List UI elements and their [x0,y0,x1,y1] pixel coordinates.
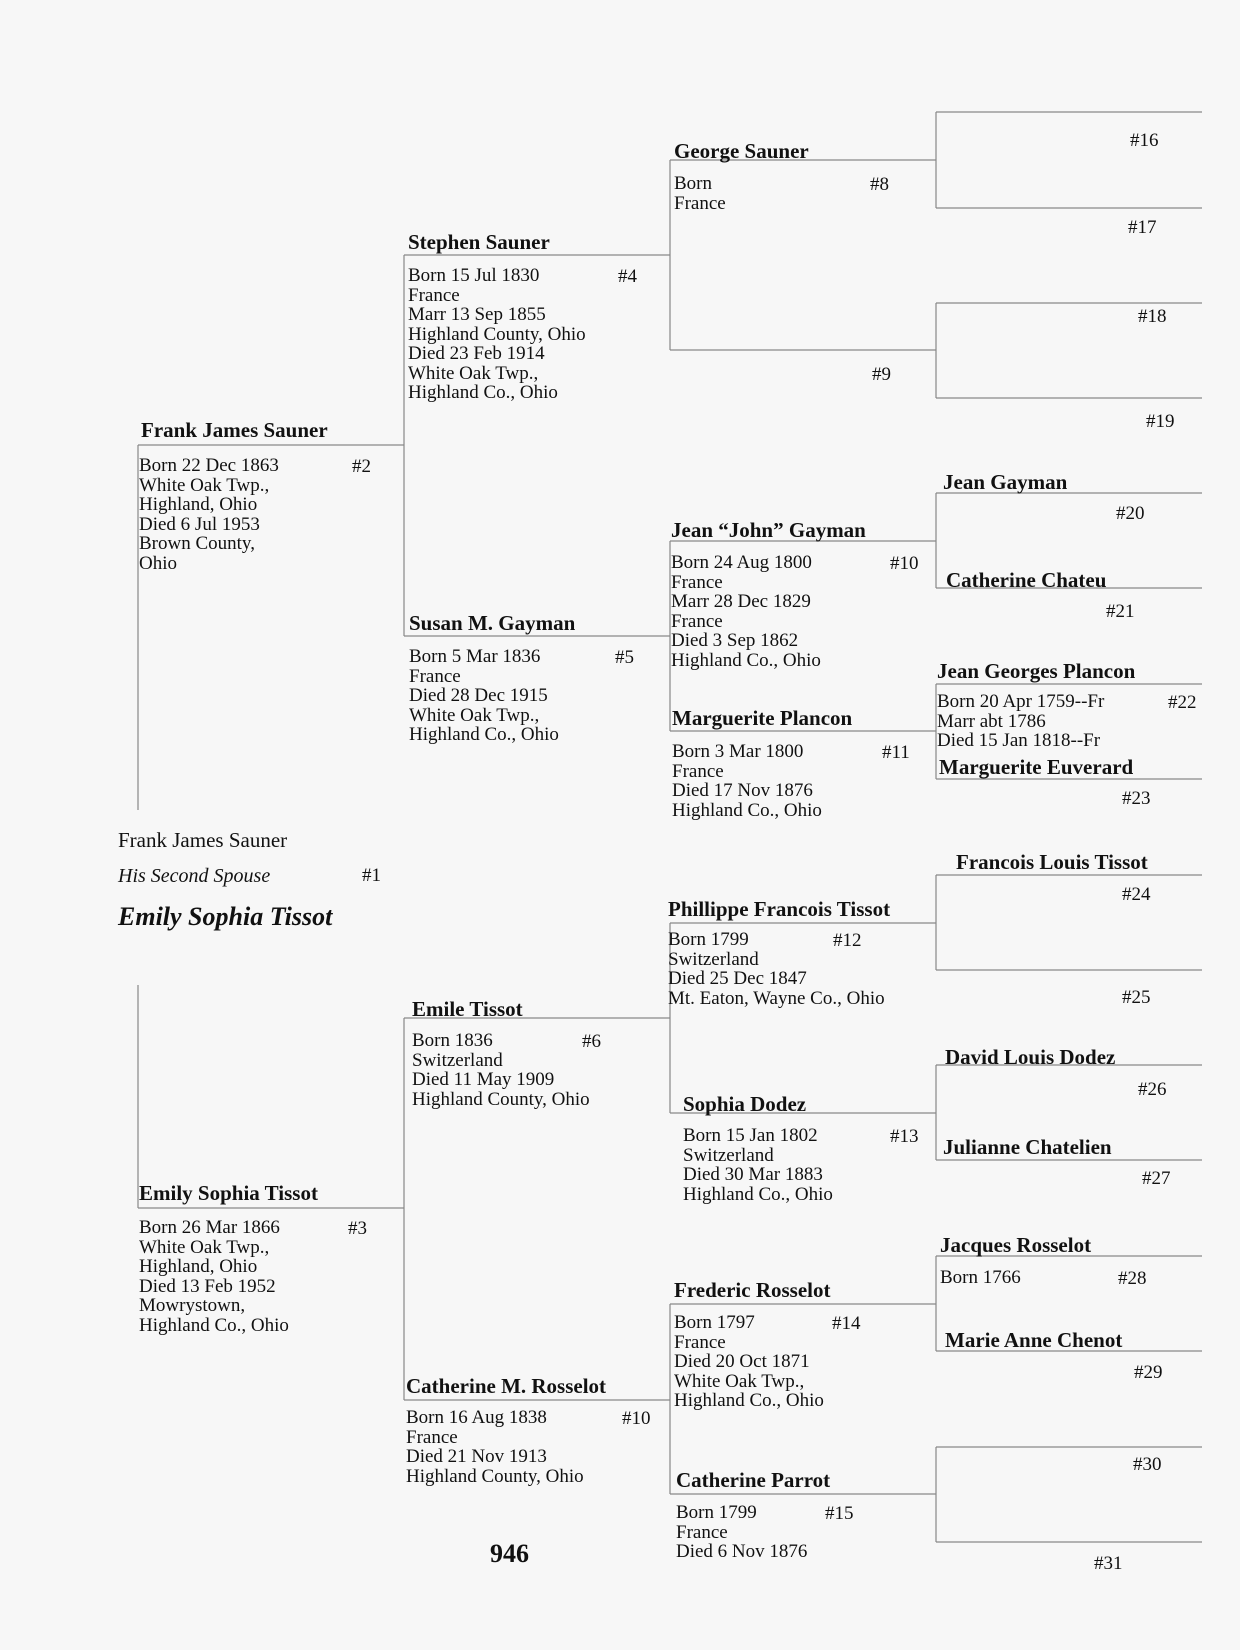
person-2-details: Born 22 Dec 1863 White Oak Twp., Highland, Ohio Died 6 Jul 1953 Brown County, Ohio [139,455,279,574]
person-28-name: Jacques Rosselot [940,1233,1092,1257]
person-22-number: #22 [1168,692,1197,713]
person-10-name: Jean “John” Gayman [671,518,866,542]
person-15-number: #15 [825,1503,854,1524]
person-8-number: #8 [870,174,889,195]
person-4-number: #4 [618,266,637,287]
person-25-number: #25 [1122,987,1151,1008]
spouse-label: His Second Spouse [118,865,271,887]
person-7-details: Born 16 Aug 1838 France Died 21 Nov 1913 Highland County, Ohio [406,1407,584,1487]
person-7-number: #10 [622,1408,651,1429]
person-23-number: #23 [1122,788,1151,809]
person-26-number: #26 [1138,1079,1167,1100]
person-6-details: Born 1836 Switzerland Died 11 May 1909 Highland County, Ohio [412,1030,590,1110]
person-29-number: #29 [1134,1362,1163,1383]
person-12-name: Phillippe Francois Tissot [668,897,891,921]
person-14-details: Born 1797 France Died 20 Oct 1871 White Oak Twp., Highland Co., Ohio [674,1312,824,1411]
person-13-number: #13 [890,1126,919,1147]
person-9-number: #9 [872,364,891,385]
person-12-number: #12 [833,930,862,951]
person-15-details: Born 1799 France Died 6 Nov 1876 [676,1502,808,1562]
person-30-number: #30 [1133,1454,1162,1475]
person-24-name: Francois Louis Tissot [956,850,1148,874]
person-19-number: #19 [1146,411,1175,432]
person-8-name: George Sauner [674,139,809,163]
person-3-name: Emily Sophia Tissot [139,1181,318,1205]
person-24-number: #24 [1122,884,1151,905]
person-17-number: #17 [1128,217,1157,238]
page-number: 946 [490,1539,529,1568]
person-11-details: Born 3 Mar 1800 France Died 17 Nov 1876 Highland Co., Ohio [672,741,822,821]
person-27-number: #27 [1142,1168,1171,1189]
person-16-number: #16 [1130,130,1159,151]
person-5-name: Susan M. Gayman [409,611,576,635]
person-3-number: #3 [348,1218,367,1239]
root-name: Frank James Sauner [118,828,288,852]
person-27-name: Julianne Chatelien [943,1135,1112,1159]
person-13-name: Sophia Dodez [683,1092,807,1116]
person-28-number: #28 [1118,1268,1147,1289]
person-3-details: Born 26 Mar 1866 White Oak Twp., Highland, Ohio Died 13 Feb 1952 Mowrystown, Highland Co., Ohio [139,1217,289,1336]
person-5-details: Born 5 Mar 1836 France Died 28 Dec 1915 White Oak Twp., Highland Co., Ohio [409,646,559,745]
person-15-name: Catherine Parrot [676,1468,831,1492]
person-4-name: Stephen Sauner [408,230,550,254]
person-14-number: #14 [832,1313,861,1334]
person-28-details: Born 1766 [940,1267,1021,1288]
person-6-name: Emile Tissot [412,997,523,1021]
person-6-number: #6 [582,1031,601,1052]
person-14-name: Frederic Rosselot [674,1278,831,1302]
person-10-number: #10 [890,553,919,574]
person-2-name: Frank James Sauner [141,418,328,442]
person-21-name: Catherine Chateu [946,568,1107,592]
person-4-details: Born 15 Jul 1830 France Marr 13 Sep 1855 Highland County, Ohio Died 23 Feb 1914 White Oak Twp., Highland Co., Ohio [408,265,586,403]
person-20-number: #20 [1116,503,1145,524]
person-11-number: #11 [882,742,910,763]
spouse-name: Emily Sophia Tissot [118,902,333,931]
person-29-name: Marie Anne Chenot [945,1328,1123,1352]
person-20-name: Jean Gayman [943,470,1068,494]
person-18-number: #18 [1138,306,1167,327]
person-12-details: Born 1799 Switzerland Died 25 Dec 1847 Mt. Eaton, Wayne Co., Ohio [668,929,885,1009]
person-10-details: Born 24 Aug 1800 France Marr 28 Dec 1829 France Died 3 Sep 1862 Highland Co., Ohio [671,552,821,671]
person-2-number: #2 [352,456,371,477]
person-7-name: Catherine M. Rosselot [406,1374,607,1398]
person-22-name: Jean Georges Plancon [937,659,1136,683]
root-number: #1 [362,865,381,886]
person-11-name: Marguerite Plancon [672,706,853,730]
person-8-details: Born France [674,173,726,214]
person-23-name: Marguerite Euverard [939,755,1134,779]
person-26-name: David Louis Dodez [945,1045,1116,1069]
person-5-number: #5 [615,647,634,668]
person-13-details: Born 15 Jan 1802 Switzerland Died 30 Mar 1883 Highland Co., Ohio [683,1125,833,1205]
person-31-number: #31 [1094,1553,1123,1574]
person-21-number: #21 [1106,601,1135,622]
person-22-details: Born 20 Apr 1759--Fr Marr abt 1786 Died 15 Jan 1818--Fr [937,691,1105,751]
